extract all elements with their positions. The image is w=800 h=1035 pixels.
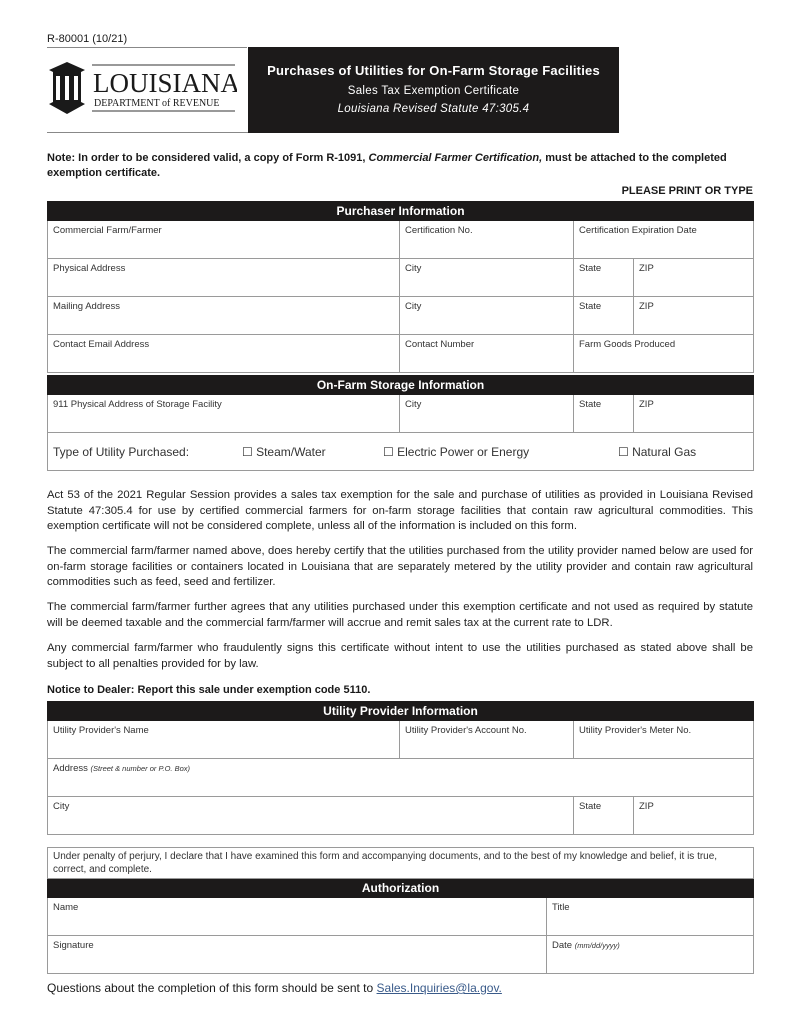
form-title-banner (248, 47, 619, 133)
paragraph: Act 53 of the 2021 Regular Session provides a sales tax exemption for the sale and purchase of utilities as provided in Louisiana Revised Statute 47:305.4 for use by certified commercial farmers for on-farm storage facilities that contain raw agricultural commodities. This exemption certificate will not be considered complete, unless all of the information is included on this form. (47, 489, 753, 532)
section-header: Utility Provider Information (48, 702, 754, 721)
field-hint: (Street & number or P.O. Box) (90, 764, 190, 773)
note (47, 151, 747, 181)
provider-name-field[interactable]: Utility Provider's Name (48, 721, 400, 759)
section-header: On-Farm Storage Information (48, 376, 754, 395)
field-label: Date (552, 940, 573, 951)
section-header: Authorization (48, 879, 754, 898)
form-number: R-80001 (10/21) (47, 33, 128, 45)
section-header: Purchaser Information (48, 202, 754, 221)
meter-no-field[interactable]: Utility Provider's Meter No. (574, 721, 754, 759)
natural-gas-checkbox[interactable]: ☐ Natural Gas (618, 445, 697, 459)
mailing-address-field[interactable]: Mailing Address (48, 297, 400, 335)
account-no-field[interactable]: Utility Provider's Account No. (400, 721, 574, 759)
physical-address-field[interactable]: Physical Address (48, 259, 400, 297)
email-field[interactable]: Contact Email Address (48, 335, 400, 373)
farm-field[interactable]: Commercial Farm/Farmer (48, 221, 400, 259)
paragraph: Any commercial farm/farmer who fraudulently signs this certificate without intent to use the utilities purchased as stated above shall be subject to all penalties provided for by law. (47, 642, 753, 670)
storage-section (47, 375, 754, 471)
cert-no-field[interactable]: Certification No. (400, 221, 574, 259)
form-title: Purchases of Utilities for On-Farm Storage Facilities (267, 63, 600, 78)
utility-type-label: Type of Utility Purchased: (53, 445, 190, 459)
date-field[interactable] (547, 936, 754, 974)
field-hint: (mm/dd/yyyy) (574, 941, 620, 950)
city-field[interactable]: City (48, 797, 574, 835)
provider-address-field[interactable] (48, 759, 754, 797)
form-subtitle: Sales Tax Exemption Certificate (347, 85, 520, 97)
paragraph: The commercial farm/farmer named above, does hereby certify that the utilities purchased from the utility provider named below are used for on-farm storage facilities or containers located in Louisiana that are separately metered by the utility provider and contain raw agricultural commodities such as feed, seed and fertilizer. (47, 545, 753, 588)
name-field[interactable]: Name (48, 898, 547, 936)
paragraph: The commercial farm/farmer further agrees that any utilities purchased under this exemption certificate and not used as required by statute will be deemed taxable and the commercial farm/farmer will accrue and remit sales tax at the current rate to LDR. (47, 601, 753, 629)
svg-text:DEPARTMENT of REVENUE: DEPARTMENT of REVENUE (94, 98, 220, 109)
note-form-name: Commercial Farmer Certification, (368, 152, 543, 164)
city-field[interactable]: City (400, 297, 574, 335)
electric-checkbox[interactable]: ☐ Electric Power or Energy (383, 445, 530, 459)
option-label: Natural Gas (632, 445, 697, 459)
signature-field[interactable]: Signature (48, 936, 547, 974)
declaration: Under penalty of perjury, I declare that I have examined this form and accompanying documents, and to the best of my knowledge and belief, it is true, correct, and complete. (48, 848, 754, 879)
louisiana-revenue-logo (47, 62, 237, 117)
divider (47, 47, 247, 48)
state-field[interactable]: State (574, 797, 634, 835)
statute: Louisiana Revised Statute 47:305.4 (337, 103, 530, 115)
phone-field[interactable]: Contact Number (400, 335, 574, 373)
notice-to-dealer: Notice to Dealer: Report this sale under exemption code 5110. (47, 684, 371, 696)
cert-exp-field[interactable]: Certification Expiration Date (574, 221, 754, 259)
zip-field[interactable]: ZIP (634, 797, 754, 835)
goods-field[interactable]: Farm Goods Produced (574, 335, 754, 373)
storage-address-field[interactable]: 911 Physical Address of Storage Facility (48, 395, 400, 433)
zip-field[interactable]: ZIP (634, 259, 754, 297)
state-field[interactable]: State (574, 259, 634, 297)
option-label: Steam/Water (256, 445, 326, 459)
option-label: Electric Power or Energy (397, 445, 530, 459)
title-field[interactable]: Title (547, 898, 754, 936)
city-field[interactable]: City (400, 259, 574, 297)
state-field[interactable]: State (574, 395, 634, 433)
email-link[interactable]: Sales.Inquiries@la.gov. (376, 981, 502, 995)
field-label: Address (53, 763, 88, 774)
utility-type-row (48, 433, 754, 471)
note-text: Note: In order to be considered valid, a copy of Form R-1091, (47, 152, 369, 164)
footer-text: Questions about the completion of this form should be sent to (47, 981, 377, 995)
svg-text:LOUISIANA: LOUISIANA (93, 68, 237, 98)
state-field[interactable]: State (574, 297, 634, 335)
purchaser-section (47, 201, 754, 373)
zip-field[interactable]: ZIP (634, 297, 754, 335)
zip-field[interactable]: ZIP (634, 395, 754, 433)
utility-section (47, 701, 754, 835)
city-field[interactable]: City (400, 395, 574, 433)
authorization-section (47, 847, 754, 974)
footer (47, 981, 502, 995)
print-notice: PLEASE PRINT OR TYPE (621, 185, 753, 197)
steam-water-checkbox[interactable]: ☐ Steam/Water (242, 445, 326, 459)
note-text: must be attached to the completed exemption certificate. (47, 152, 727, 179)
